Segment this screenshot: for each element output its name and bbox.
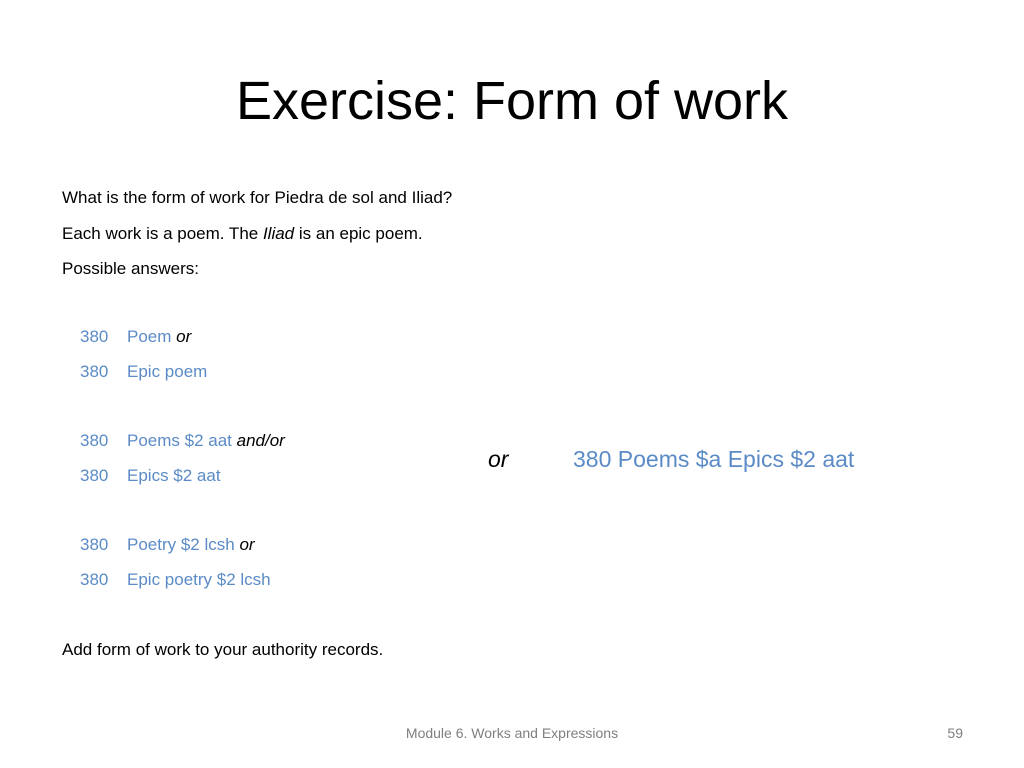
answer-line xyxy=(80,569,271,591)
alternative-or-label: or xyxy=(488,446,509,472)
instruction-text: Add form of work to your authority records. xyxy=(62,640,384,659)
connector-text: and/or xyxy=(231,431,285,450)
field-value: Poems $2 aat xyxy=(127,431,232,450)
possible-answers-label: Possible answers: xyxy=(62,259,200,278)
field-tag: 380 xyxy=(80,570,109,589)
explanation-text xyxy=(62,223,423,245)
field-tag: 380 xyxy=(80,431,109,450)
field-tag: 380 xyxy=(80,327,109,346)
field-value: Epic poetry $2 lcsh xyxy=(127,570,271,589)
field-value: Poetry $2 lcsh xyxy=(127,535,235,554)
slide-title: Exercise: Form of work xyxy=(235,71,789,131)
alternative-answer: 380 Poems $a Epics $2 aat xyxy=(573,446,855,472)
connector-text: or xyxy=(171,327,192,346)
answer-line xyxy=(80,430,285,452)
slide-footer: Module 6. Works and Expressions xyxy=(405,725,619,741)
answer-line xyxy=(80,534,255,556)
answer-line xyxy=(80,326,191,348)
field-tag: 380 xyxy=(80,535,109,554)
page-number: 59 xyxy=(947,725,963,741)
field-value: Epics $2 aat xyxy=(127,466,221,485)
explanation-after: is an epic poem. xyxy=(294,224,423,243)
explanation-work-title: Iliad xyxy=(262,224,295,243)
field-value: Epic poem xyxy=(127,362,208,381)
question-text: What is the form of work for Piedra de sol and Iliad? xyxy=(62,188,453,207)
answer-line xyxy=(80,361,207,383)
answer-line xyxy=(80,465,221,487)
field-value: Poem xyxy=(127,327,172,346)
field-tag: 380 xyxy=(80,466,109,485)
field-tag: 380 xyxy=(80,362,109,381)
connector-text: or xyxy=(234,535,255,554)
explanation-before: Each work is a poem. The xyxy=(62,224,263,243)
